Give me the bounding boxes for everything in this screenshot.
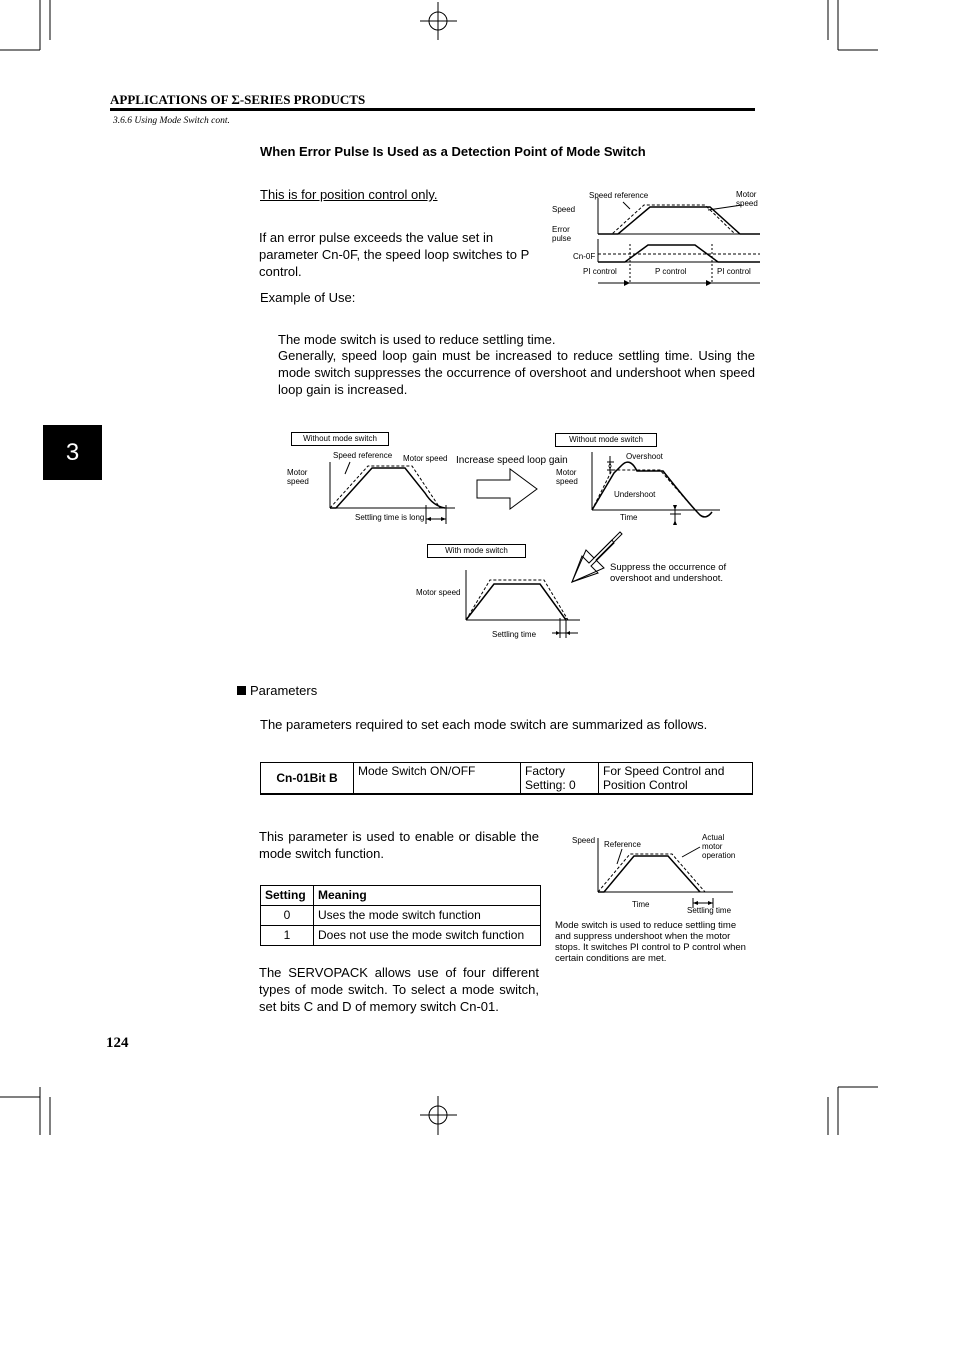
intro-description: If an error pulse exceeds the value set in parameter Cn-0F, the speed loop switches to P control. — [259, 230, 530, 279]
section-title: When Error Pulse Is Used as a Detection Point of Mode Switch — [260, 144, 646, 159]
param-applies-2: Position Control — [603, 778, 688, 792]
fig3-actual-2: motor — [702, 842, 723, 851]
param-factory-2: Setting: 0 — [525, 778, 576, 792]
subsection-label: 3.6.6 Using Mode Switch cont. — [113, 116, 230, 126]
fig3-reference: Reference — [604, 840, 641, 849]
param-factory-1: Factory — [525, 764, 566, 778]
running-header: APPLICATIONS OF Σ-SERIES PRODUCTS — [110, 92, 366, 107]
fig2-motor-speed-axis-2: Motor speed — [556, 468, 578, 486]
parameters-summary: The parameters required to set each mode switch are summarized as follows. — [260, 717, 708, 732]
chapter-number: 3 — [65, 439, 80, 466]
fig2-speed-reference: Speed reference — [333, 451, 393, 460]
fig2-settling-long: Settling time is long — [355, 513, 425, 522]
parameters-heading-text: Parameters — [250, 683, 318, 698]
fig2-suppress-note: Suppress the occurrence of overshoot and undershoot. — [610, 562, 727, 584]
fig1-pi-control-2: PI control — [717, 267, 751, 276]
param-name: Cn-01Bit B — [276, 771, 338, 785]
example-line-1: The mode switch is used to reduce settling time. — [278, 332, 556, 347]
setting-value: 1 — [283, 928, 291, 942]
fig2-settling-time: Settling time — [492, 630, 537, 639]
fig3-caption: Mode switch is used to reduce settling time and suppress undershoot when the motor stops. It switches PI control to P control when certain conditions are met. — [555, 920, 746, 964]
box-with-mode-switch: With mode switch — [427, 544, 526, 558]
fig1-speed-axis: Speed — [552, 205, 576, 214]
fig2-undershoot: Undershoot — [614, 490, 656, 499]
position-only-note: This is for position control only. — [260, 187, 438, 202]
fig1-speed-reference: Speed reference — [589, 191, 649, 200]
fig2-motor-speed-curve: Motor speed — [403, 454, 448, 463]
box-without-mode-switch-1: Without mode switch — [291, 432, 389, 446]
fig2-time: Time — [620, 513, 638, 522]
fig3-time: Time — [632, 900, 650, 909]
fig3-actual — [702, 833, 735, 860]
header-meaning-text: Meaning — [318, 888, 367, 902]
box-without-mode-switch-2: Without mode switch — [555, 433, 657, 447]
fig3-settling-time: Settling time — [687, 906, 732, 915]
enable-text: This parameter is used to enable or disable the mode switch function. — [259, 829, 539, 861]
fig1-cn0f: Cn-0F — [573, 252, 596, 261]
example-line-2: Generally, speed loop gain must be increased to reduce settling time. Using the mode switch suppresses the occurrence of overshoot and undershoot when speed loop gain is increased. — [278, 348, 755, 397]
setting-value: 0 — [283, 908, 291, 922]
param-applies-1: For Speed Control and — [603, 764, 725, 778]
page-number: 124 — [106, 1035, 129, 1051]
fig2-motor-speed-axis: Motor speed — [287, 468, 309, 486]
fig1-p-control: P control — [655, 267, 687, 276]
fig2-overshoot: Overshoot — [626, 452, 663, 461]
servopack-text: The SERVOPACK allows use of four different types of mode switch. To select a mode switch, set bits C and D of memory switch Cn-01. — [259, 965, 539, 1014]
example-label: Example of Use: — [260, 290, 356, 305]
fig3-actual-3: operation — [702, 851, 736, 860]
meaning-value: Uses the mode switch function — [318, 908, 481, 922]
fig1-error-pulse: Error pulse — [552, 225, 572, 243]
header-setting-text: Setting — [265, 888, 306, 902]
meaning-value: Does not use the mode switch function — [318, 928, 525, 942]
fig3-speed: Speed — [572, 836, 596, 845]
param-desc: Mode Switch ON/OFF — [358, 764, 476, 778]
fig2-motor-speed-3: Motor speed — [416, 588, 461, 597]
fig1-motor-speed: Motor speed — [736, 190, 758, 208]
fig2-increase-gain: Increase speed loop gain — [456, 455, 568, 466]
fig3-actual-1: Actual — [702, 833, 725, 842]
fig1-pi-control-1: PI control — [583, 267, 617, 276]
